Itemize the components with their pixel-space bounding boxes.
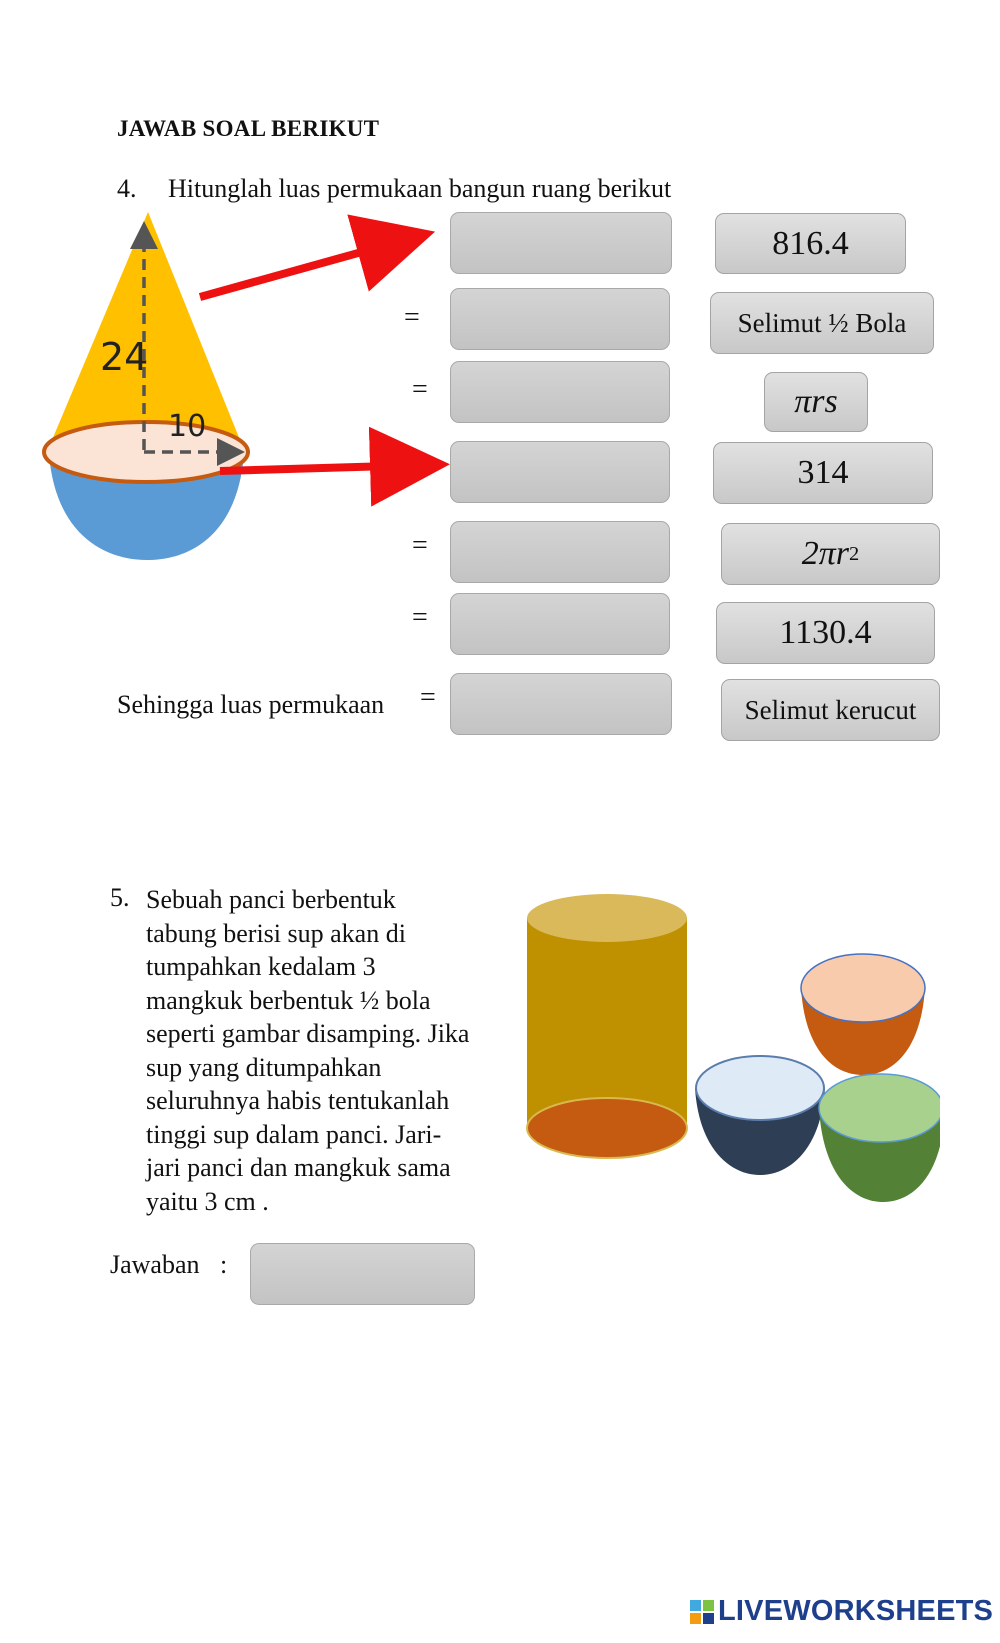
question-5-line: tinggi sup dalam panci. Jari-	[146, 1119, 442, 1149]
liveworksheets-logo-icon	[690, 1600, 714, 1624]
pot-and-bowls-figure	[515, 890, 940, 1210]
question-5-number: 5.	[110, 883, 130, 912]
question-5-line: seperti gambar disamping. Jika	[146, 1019, 470, 1048]
tile-selimut-kerucut[interactable]: Selimut kerucut	[721, 679, 940, 741]
cone-arrow	[200, 238, 412, 297]
equals-sign-4: =	[412, 602, 428, 633]
question-4-number: 4.	[117, 174, 137, 203]
question-5-line: seluruhnya habis tentukanlah	[146, 1086, 450, 1115]
question-5-line: tumpahkan kedalam 3	[146, 952, 376, 981]
brand-text: LIVEWORKSHEETS	[718, 1595, 994, 1627]
pot-bottom	[527, 1098, 687, 1158]
answer-dropbox-2[interactable]	[450, 288, 670, 350]
answer-dropbox-6[interactable]	[450, 593, 670, 655]
question-5-text	[146, 883, 526, 1218]
cone-hemisphere-figure	[0, 200, 460, 570]
tile-314[interactable]: 314	[713, 442, 933, 504]
tile-2-pi-r-squared[interactable]	[721, 523, 940, 585]
question-4-text: Hitunglah luas permukaan bangun ruang berikut	[168, 174, 672, 203]
question-5-line: Sebuah panci berbentuk	[146, 885, 396, 914]
equals-sign-1: =	[404, 302, 420, 333]
liveworksheets-brand	[690, 1595, 993, 1628]
answer-dropbox-total[interactable]	[450, 673, 672, 735]
equals-sign-2: =	[412, 374, 428, 405]
answer-dropbox-1[interactable]	[450, 212, 672, 274]
orange-bowl-rim	[801, 954, 925, 1022]
radius-label: 10	[168, 409, 207, 444]
tile-1130-4[interactable]: 1130.4	[716, 602, 935, 664]
question-5-line: jari panci dan mangkuk sama	[146, 1153, 451, 1182]
tile-pi-r-s[interactable]: πrs	[764, 372, 868, 432]
answer-colon: :	[220, 1250, 228, 1279]
answer-label-text: Jawaban	[110, 1250, 200, 1279]
answer-label	[110, 1250, 227, 1280]
tile-2-pi-r-squared-exponent: 2	[849, 542, 860, 565]
equals-sign-total: =	[420, 682, 436, 713]
pot-top	[527, 894, 687, 942]
tile-selimut-setengah-bola[interactable]: Selimut ½ Bola	[710, 292, 934, 354]
answer-dropbox-5[interactable]	[450, 521, 670, 583]
hemisphere-arrow	[220, 465, 426, 471]
equals-sign-3: =	[412, 530, 428, 561]
answer-dropbox-3[interactable]	[450, 361, 670, 423]
question-5-line: sup yang ditumpahkan	[146, 1052, 382, 1082]
green-bowl-rim	[819, 1074, 940, 1142]
navy-bowl-rim	[696, 1056, 824, 1120]
height-label: 24	[100, 335, 149, 379]
tile-2-pi-r-squared-base: 2πr	[801, 535, 850, 572]
question-5-line: yaitu 3 cm .	[146, 1186, 269, 1216]
question-5-line: tabung berisi sup akan di	[146, 918, 406, 948]
pot-body	[527, 918, 687, 1128]
question-5-line: mangkuk berbentuk ½ bola	[146, 985, 431, 1015]
worksheet-heading: JAWAB SOAL BERIKUT	[117, 116, 380, 141]
tile-816-4[interactable]: 816.4	[715, 213, 906, 274]
conclusion-label: Sehingga luas permukaan	[117, 690, 385, 719]
question-5-answer-box[interactable]	[250, 1243, 475, 1305]
answer-dropbox-4[interactable]	[450, 441, 670, 503]
